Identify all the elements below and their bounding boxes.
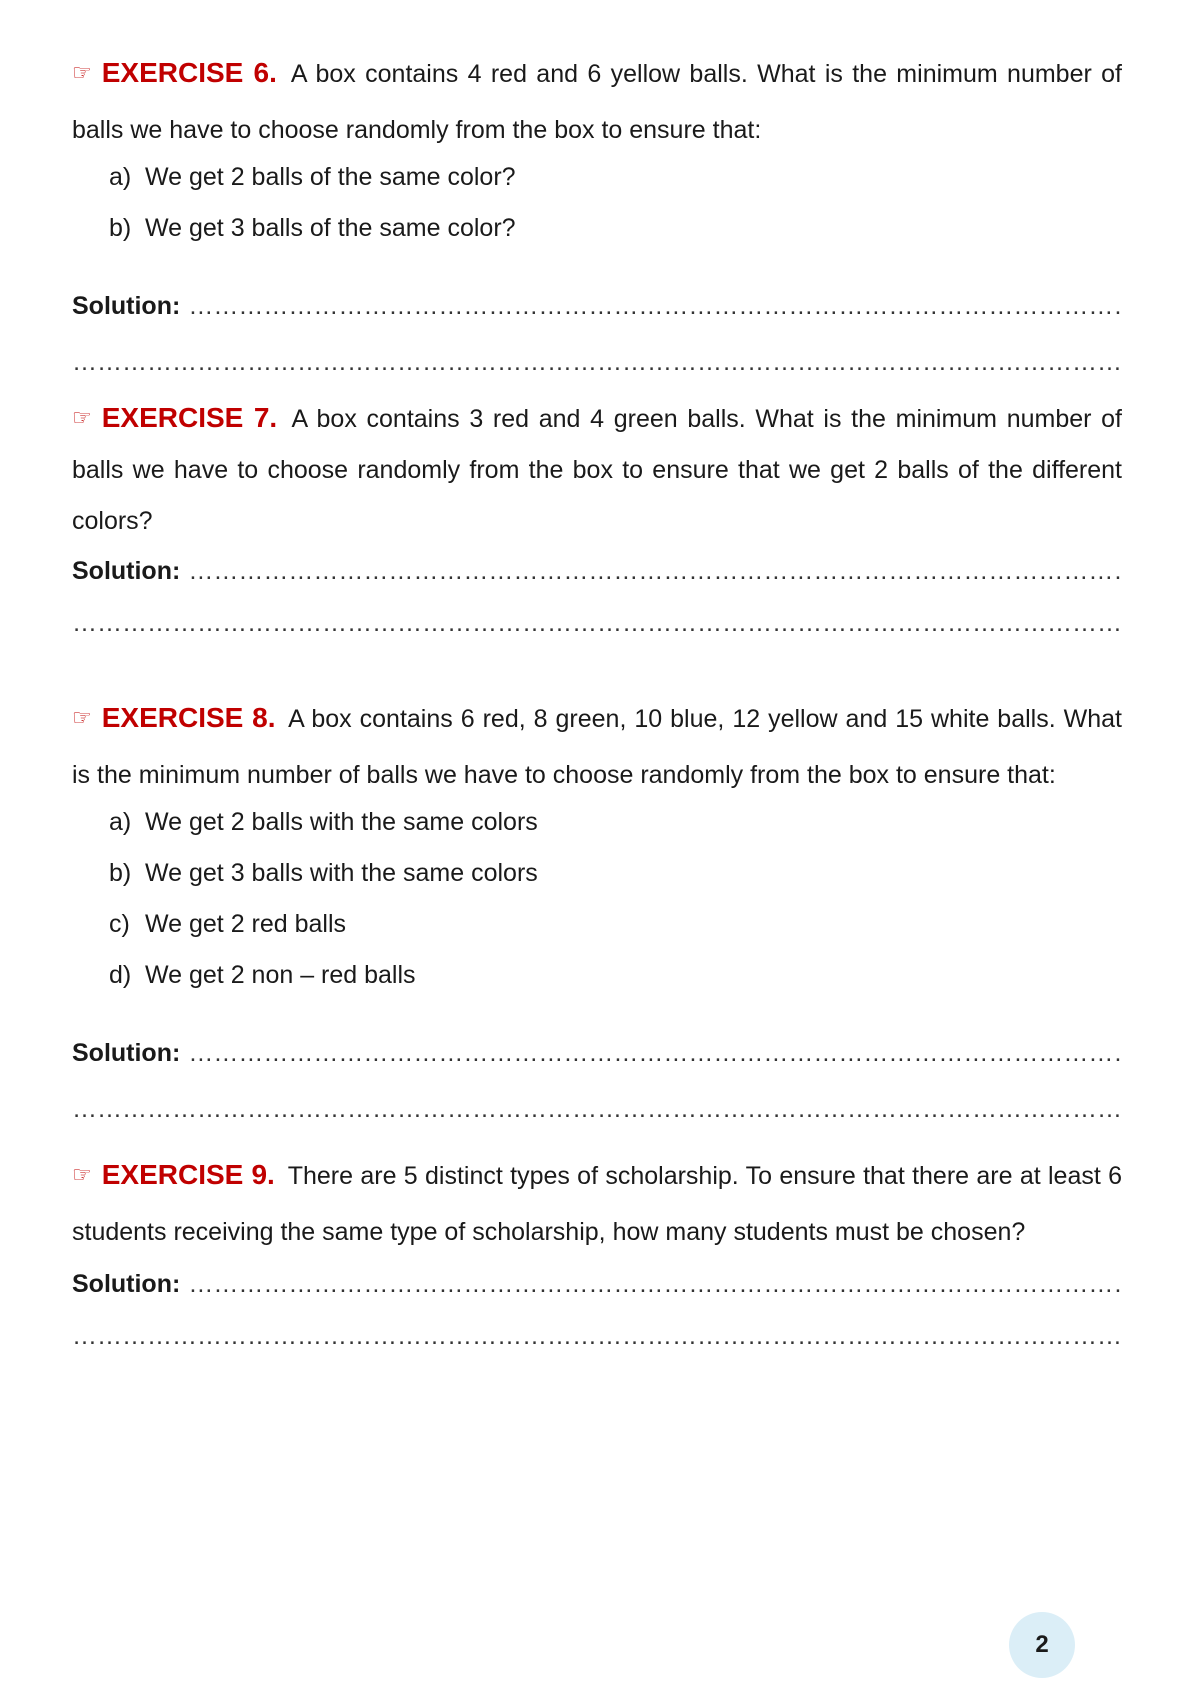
exercise-6 xyxy=(72,45,1122,390)
answer-dots xyxy=(72,334,1122,390)
list-item: c) We get 2 red balls xyxy=(109,910,347,938)
exercise-7-statement xyxy=(72,392,1122,547)
answer-dots xyxy=(72,1308,1122,1364)
exercise-7-label: EXERCISE 7. xyxy=(101,402,278,433)
solution-label: Solution: xyxy=(72,557,181,585)
answer-dots xyxy=(188,1260,1122,1308)
solution-label: Solution: xyxy=(72,1270,181,1298)
exercise-6-label: EXERCISE 6. xyxy=(101,57,277,88)
pointing-hand-icon: ☞ xyxy=(72,406,92,431)
exercise-7-solution-line[interactable] xyxy=(72,547,1122,595)
list-item: a) We get 2 balls with the same colors xyxy=(109,808,538,836)
page-number-badge: 2 xyxy=(1009,1612,1075,1678)
exercise-9-solution-line[interactable] xyxy=(72,1260,1122,1308)
list-item: b) We get 3 balls with the same colors xyxy=(109,859,538,887)
list-item: d) We get 2 non – red balls xyxy=(109,961,416,989)
answer-dots xyxy=(188,278,1122,334)
exercise-9 xyxy=(72,1147,1122,1364)
pointing-hand-icon: ☞ xyxy=(72,61,92,86)
exercise-8-answer-line[interactable] xyxy=(72,1081,1122,1137)
exercise-9-label: EXERCISE 9. xyxy=(101,1159,275,1190)
exercise-7-text: A box contains 3 red and 4 green balls. What is the minimum number of balls we have to choose randomly from the box to ensure that we get 2 balls of the different colors? xyxy=(72,405,1122,535)
pointing-hand-icon: ☞ xyxy=(72,1163,92,1188)
pointing-hand-icon: ☞ xyxy=(72,706,92,731)
answer-dots xyxy=(72,1081,1122,1137)
exercise-9-statement xyxy=(72,1147,1122,1260)
exercise-6-text: A box contains 4 red and 6 yellow balls. What is the minimum number of balls we have to choose randomly from the box to ensure that: xyxy=(72,60,1123,144)
exercise-6-parts xyxy=(72,152,1122,254)
solution-label: Solution: xyxy=(72,1039,181,1067)
exercise-6-answer-line[interactable] xyxy=(72,334,1122,390)
exercise-8-parts xyxy=(72,797,1122,1001)
solution-label: Solution: xyxy=(72,292,181,320)
exercise-8-statement xyxy=(72,690,1122,803)
exercise-8 xyxy=(72,690,1122,1137)
exercise-8-text: A box contains 6 red, 8 green, 10 blue, 12 yellow and 15 white balls. What is the minimum number of balls we have to choose randomly from the box to ensure that: xyxy=(72,705,1122,789)
exercise-6-solution-line[interactable] xyxy=(72,278,1122,334)
list-item: b) We get 3 balls of the same color? xyxy=(109,214,516,242)
list-item: a) We get 2 balls of the same color? xyxy=(109,163,516,191)
answer-dots xyxy=(188,547,1122,595)
exercise-6-statement xyxy=(72,45,1122,158)
exercise-9-text: There are 5 distinct types of scholarship. To ensure that there are at least 6 students receiving the same type of scholarship, how many students must be chosen? xyxy=(72,1162,1123,1246)
exercise-7 xyxy=(72,392,1122,651)
exercise-8-solution-line[interactable] xyxy=(72,1025,1122,1081)
exercise-7-answer-line[interactable] xyxy=(72,595,1122,651)
answer-dots xyxy=(72,595,1122,651)
exercise-8-label: EXERCISE 8. xyxy=(101,702,276,733)
exercise-9-answer-line[interactable] xyxy=(72,1308,1122,1364)
answer-dots xyxy=(188,1025,1122,1081)
